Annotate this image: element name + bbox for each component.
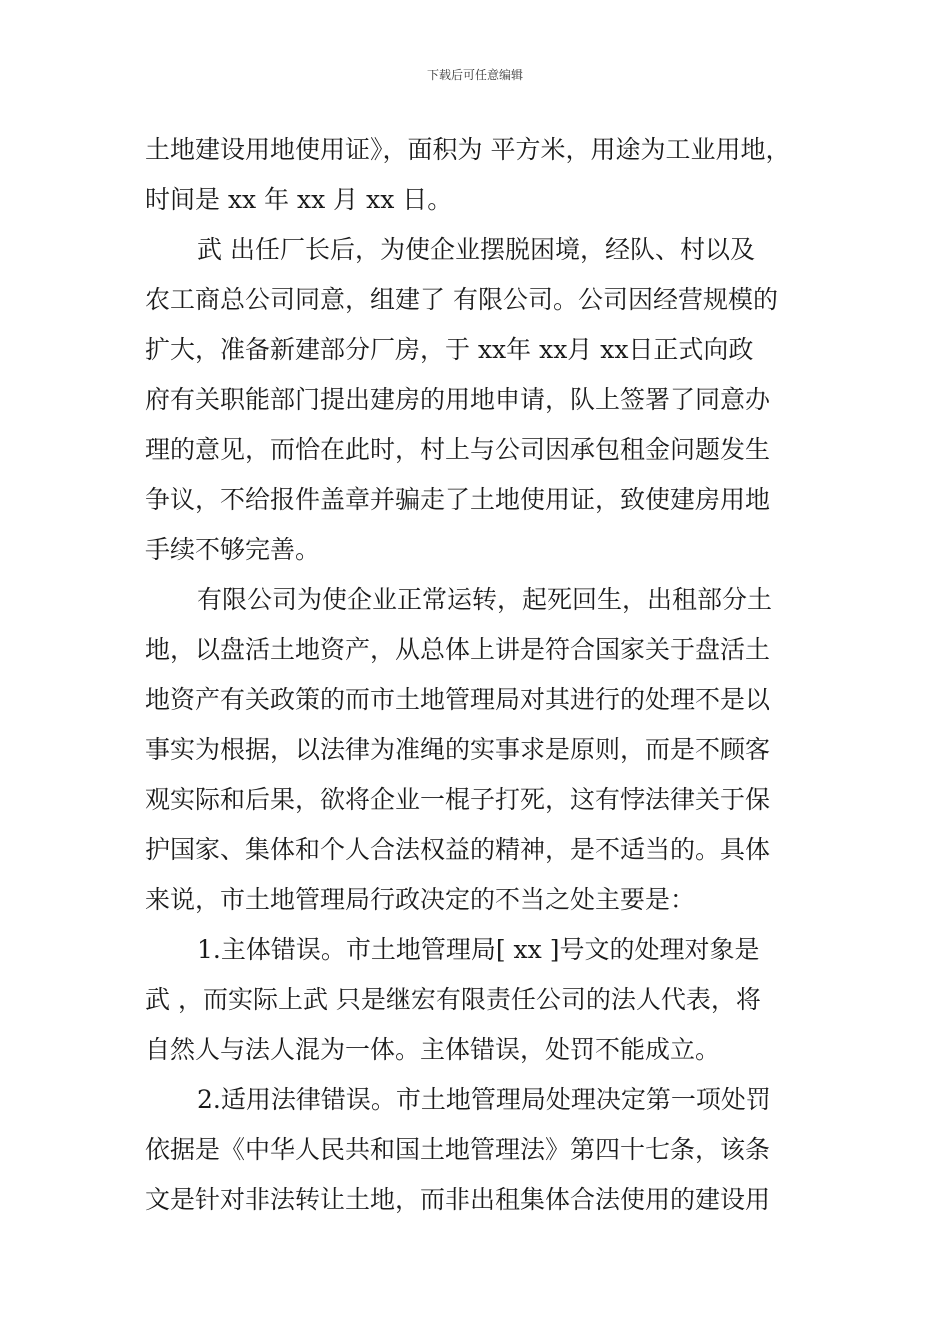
- text-line: 依据是《中华人民共和国土地管理法》第四十七条，该条: [145, 1135, 771, 1164]
- text-line: 土地建设用地使用证》，面积为 平方米，用途为工业用地，: [145, 135, 791, 164]
- text-line: 1.主体错误。市土地管理局[ xx ]号文的处理对象是: [197, 935, 760, 964]
- paragraph-3: [145, 575, 807, 925]
- text-line: 扩大，准备新建部分厂房，于 xx年 xx月 xx日正式向政: [145, 335, 754, 364]
- text-line: 2.适用法律错误。市土地管理局处理决定第一项处罚: [197, 1085, 771, 1114]
- paragraph-4: [145, 925, 807, 1075]
- paragraph-2: [145, 225, 807, 575]
- text-line: 护国家、集体和个人合法权益的精神，是不适当的。具体: [145, 835, 771, 864]
- document-body: [145, 125, 807, 1225]
- text-line: 手续不够完善。: [145, 535, 321, 564]
- text-line: 有限公司为使企业正常运转，起死回生，出租部分土: [197, 585, 773, 614]
- text-line: 文是针对非法转让土地，而非出租集体合法使用的建设用: [145, 1185, 771, 1214]
- paragraph-1: [145, 125, 807, 225]
- text-line: 自然人与法人混为一体。主体错误，处罚不能成立。: [145, 1035, 721, 1064]
- text-line: 理的意见，而恰在此时，村上与公司因承包租金问题发生: [145, 435, 771, 464]
- text-line: 观实际和后果，欲将企业一棍子打死，这有悖法律关于保: [145, 785, 771, 814]
- text-line: 农工商总公司同意，组建了 有限公司。公司因经营规模的: [145, 285, 778, 314]
- text-line: 地，以盘活土地资产，从总体上讲是符合国家关于盘活土: [145, 635, 771, 664]
- text-line: 地资产有关政策的而市土地管理局对其进行的处理不是以: [145, 685, 771, 714]
- text-line: 时间是 xx 年 xx 月 xx 日。: [145, 185, 453, 214]
- text-line: 武 ，而实际上武 只是继宏有限责任公司的法人代表，将: [145, 985, 761, 1014]
- text-line: 事实为根据，以法律为准绳的实事求是原则，而是不顾客: [145, 735, 771, 764]
- text-line: 武 出任厂长后，为使企业摆脱困境，经队、村以及: [197, 235, 755, 264]
- page-header: 下载后可任意编辑: [426, 68, 523, 82]
- text-line: 来说，市土地管理局行政决定的不当之处主要是：: [145, 885, 696, 914]
- text-line: 争议，不给报件盖章并骗走了土地使用证，致使建房用地: [145, 485, 771, 514]
- text-line: 府有关职能部门提出建房的用地申请，队上签署了同意办: [145, 385, 771, 414]
- paragraph-5: [145, 1075, 807, 1225]
